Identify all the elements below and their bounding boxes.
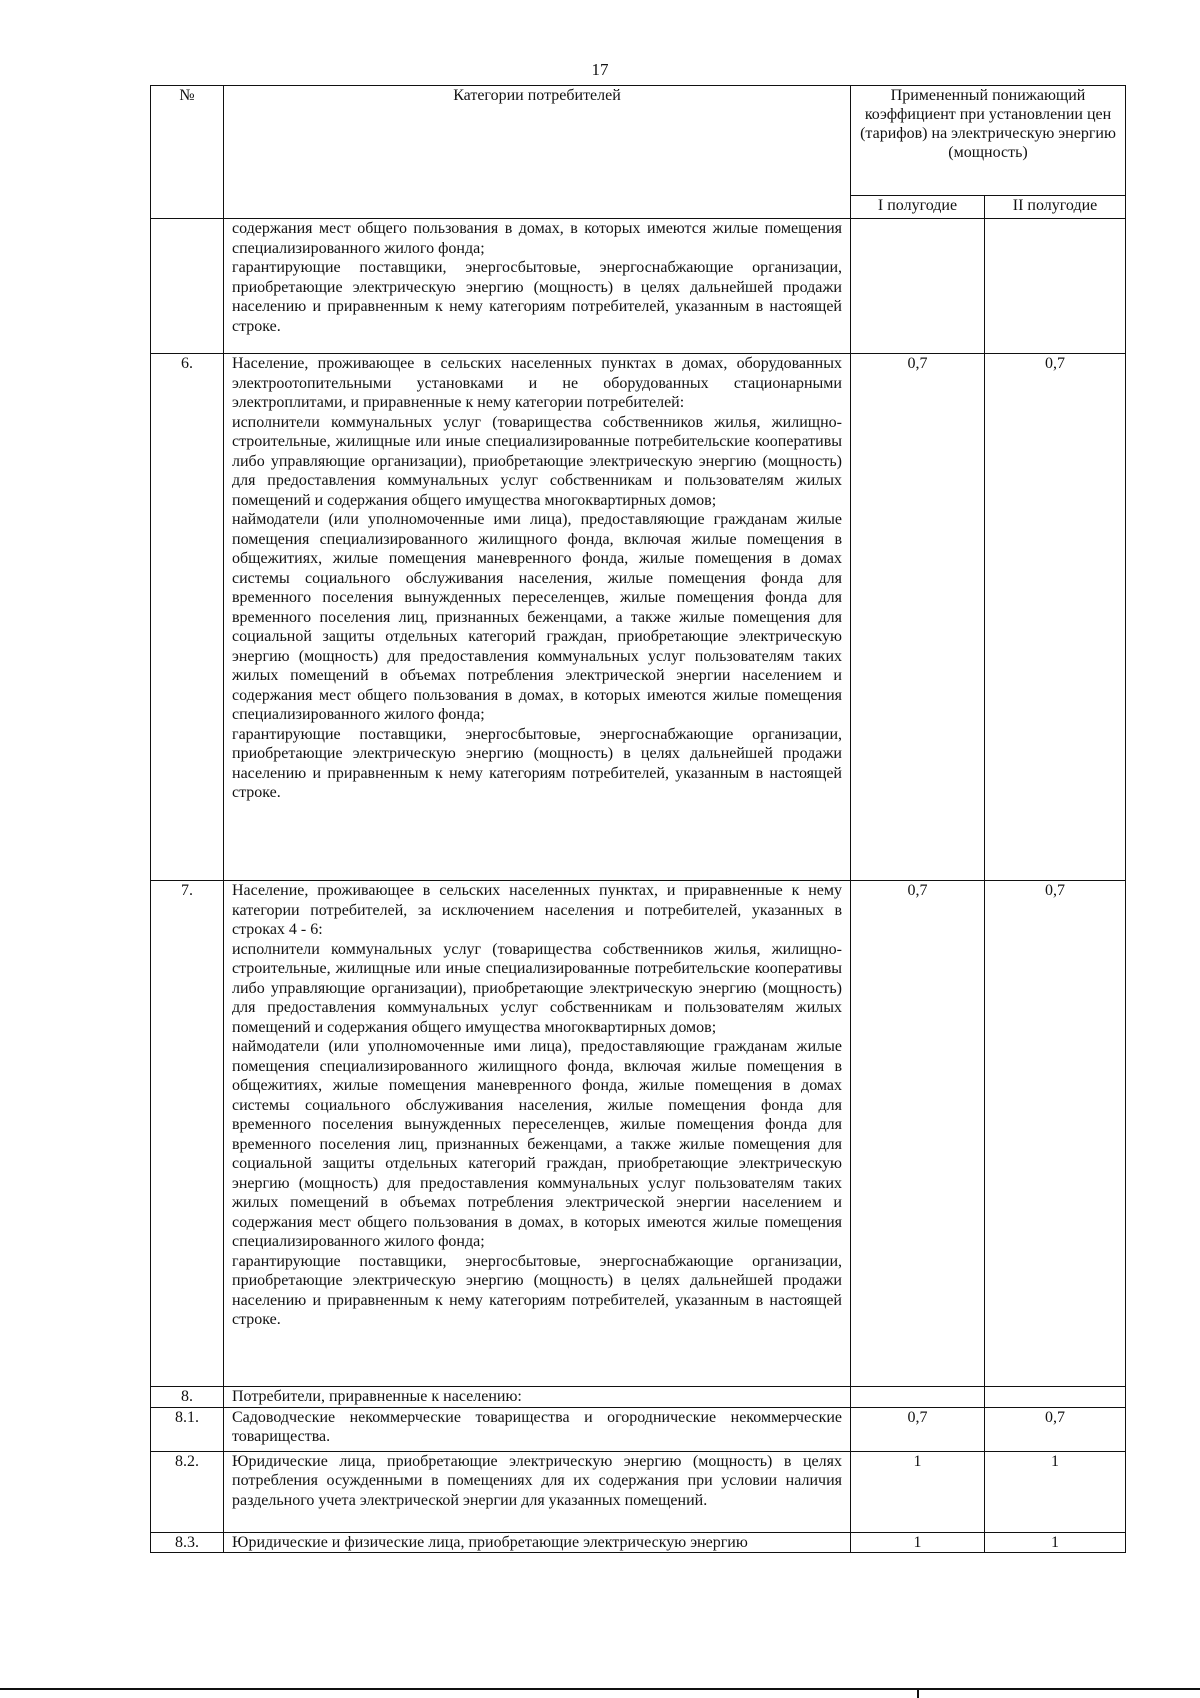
row-number: 8.3. <box>151 1532 224 1553</box>
category-paragraph: Юридические и физические лица, приобретающие электрическую энергию <box>232 1533 748 1551</box>
category-paragraph: гарантирующие поставщики, энергосбытовые, энергоснабжающие организации, приобретающие электрическую энергию (мощность) в целях дальнейшей продажи населению и приравненным к нему категориям потребителей, указанным в настоящей строке. <box>232 725 842 801</box>
table-row <box>151 354 1126 881</box>
header-number: № <box>151 86 224 219</box>
table-row <box>151 881 1126 1387</box>
row-half2-value: 0,7 <box>985 881 1126 1387</box>
table-row <box>151 1532 1126 1553</box>
row-category <box>224 354 851 881</box>
row-half2-value: 1 <box>985 1451 1126 1532</box>
table-row <box>151 1407 1126 1451</box>
row-number: 8.2. <box>151 1451 224 1532</box>
category-paragraph: наймодатели (или уполномоченные ими лица), предоставляющие гражданам жилые помещения специализированного жилищного фонда, включая жилые помещения в общежитиях, жилые помещения маневренного фонда, жилые помещения в домах системы социального обслуживания населения, жилые помещения фонда для временного поселения вынужденных переселенцев, жилые помещения фонда для временного поселения лиц, признанных беженцами, а также жилые помещения для социальной защиты отдельных категорий граждан, приобретающие электрическую энергию (мощность) для предоставления коммунальных услуг пользователям таких жилых помещений в объемах потребления электрической энергии населением и содержания мест общего пользования в домах, в которых имеются жилые помещения специализированного жилого фонда; <box>232 1038 842 1250</box>
row-category <box>224 1407 851 1451</box>
row-half1-value <box>851 1387 985 1408</box>
row-number: 7. <box>151 881 224 1387</box>
category-paragraph: исполнители коммунальных услуг (товарищества собственников жилья, жилищно-строительные, жилищные или иные специализированные потребительские кооперативы либо управляющие организации), приобретающие электрическую энергию (мощность) для предоставления коммунальных услуг собственникам и пользователям жилых помещений и содержания общего имущества многоквартирных домов; <box>232 413 842 509</box>
header-coefficient: Примененный понижающий коэффициент при установлении цен (тарифов) на электрическую энергию (мощность) <box>851 86 1126 196</box>
row-category <box>224 219 851 354</box>
row-half1-value: 0,7 <box>851 354 985 881</box>
row-category <box>224 1451 851 1532</box>
page-bottom-tick <box>917 1688 919 1698</box>
row-half1-value: 0,7 <box>851 1407 985 1451</box>
row-half2-value: 0,7 <box>985 1407 1126 1451</box>
tariff-coefficient-table <box>150 85 1126 1553</box>
category-paragraph: Юридические лица, приобретающие электрическую энергию (мощность) в целях потребления осужденными в помещениях для их содержания при условии наличия раздельного учета электрической энергии для указанных помещений. <box>232 1452 842 1509</box>
header-category: Категории потребителей <box>224 86 851 219</box>
row-half1-value <box>851 219 985 354</box>
header-half2: II полугодие <box>985 196 1126 219</box>
category-paragraph: Потребители, приравненные к населению: <box>232 1388 522 1405</box>
table-row <box>151 1387 1126 1408</box>
page-bottom-rule <box>0 1688 1200 1690</box>
row-half1-value: 1 <box>851 1532 985 1553</box>
page-number: 17 <box>591 60 609 79</box>
row-category <box>224 1387 851 1408</box>
row-half2-value <box>985 1387 1126 1408</box>
row-number <box>151 219 224 354</box>
category-paragraph: гарантирующие поставщики, энергосбытовые, энергоснабжающие организации, приобретающие электрическую энергию (мощность) в целях дальнейшей продажи населению и приравненным к нему категориям потребителей, указанным в настоящей строке. <box>232 1252 842 1328</box>
row-number: 6. <box>151 354 224 881</box>
category-paragraph: наймодатели (или уполномоченные ими лица), предоставляющие гражданам жилые помещения специализированного жилищного фонда, включая жилые помещения в общежитиях, жилые помещения маневренного фонда, жилые помещения в домах системы социального обслуживания населения, жилые помещения фонда для временного поселения вынужденных переселенцев, жилые помещения фонда для временного поселения лиц, признанных беженцами, а также жилые помещения для социальной защиты отдельных категорий граждан, приобретающие электрическую энергию (мощность) для предоставления коммунальных услуг пользователям таких жилых помещений в объемах потребления электрической энергии населением и содержания мест общего пользования в домах, в которых имеются жилые помещения специализированного жилого фонда; <box>232 511 842 723</box>
row-half1-value: 1 <box>851 1451 985 1532</box>
category-paragraph: исполнители коммунальных услуг (товарищества собственников жилья, жилищно-строительные, жилищные или иные специализированные потребительские кооперативы либо управляющие организации), приобретающие электрическую энергию (мощность) для предоставления коммунальных услуг собственникам и пользователям жилых помещений и содержания общего имущества многоквартирных домов; <box>232 940 842 1036</box>
row-half2-value: 1 <box>985 1532 1126 1553</box>
table-row <box>151 219 1126 354</box>
row-half2-value: 0,7 <box>985 354 1126 881</box>
category-paragraph: гарантирующие поставщики, энергосбытовые, энергоснабжающие организации, приобретающие электрическую энергию (мощность) в целях дальнейшей продажи населению и приравненным к нему категориям потребителей, указанным в настоящей строке. <box>232 259 842 335</box>
category-paragraph: Население, проживающее в сельских населенных пунктах в домах, оборудованных электроотопительными установками и не оборудованных стационарными электроплитами, и приравненные к нему категории потребителей: <box>232 355 842 411</box>
row-category <box>224 1532 851 1553</box>
row-half2-value <box>985 219 1126 354</box>
category-paragraph: содержания мест общего пользования в домах, в которых имеются жилые помещения специализированного жилого фонда; <box>232 220 842 257</box>
table-row <box>151 1451 1126 1532</box>
row-number: 8.1. <box>151 1407 224 1451</box>
category-paragraph: Садоводческие некоммерческие товарищества и огороднические некоммерческие товарищества. <box>232 1408 842 1445</box>
category-paragraph: Население, проживающее в сельских населенных пунктах, и приравненные к нему категории потребителей, за исключением населения и потребителей, указанных в строках 4 - 6: <box>232 882 842 938</box>
row-half1-value: 0,7 <box>851 881 985 1387</box>
header-half1: I полугодие <box>851 196 985 219</box>
row-category <box>224 881 851 1387</box>
row-number: 8. <box>151 1387 224 1408</box>
